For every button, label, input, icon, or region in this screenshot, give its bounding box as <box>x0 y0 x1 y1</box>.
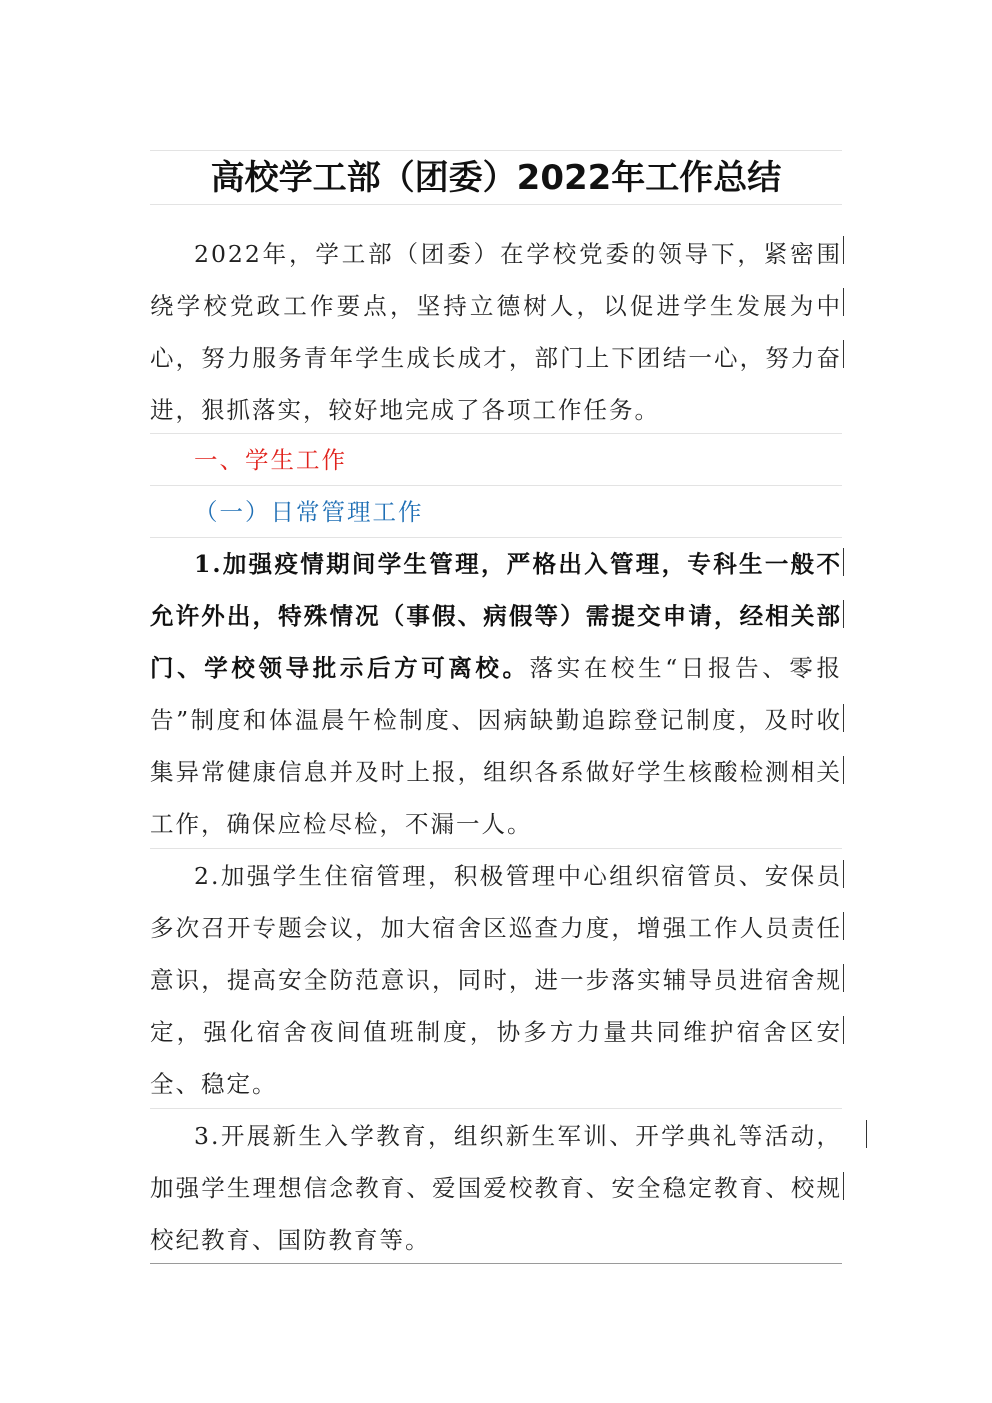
line-end-mark <box>843 1172 844 1200</box>
line-end-mark <box>843 600 844 628</box>
line-end-mark <box>843 860 844 888</box>
item-1-text: 落实在校生“日报告、零报告”制度和体温晨午检制度、因病缺勤追踪登记制度，及时收集异常健康信息并及时上报，组织各系做好学生核酸检测相关工作，确保应检尽检，不漏一人。 <box>150 654 842 838</box>
item-1-paragraph <box>150 538 842 850</box>
line-end-mark <box>843 548 844 576</box>
item-3-paragraph: 3.开展新生入学教育，组织新生军训、开学典礼等活动，加强学生理想信念教育、爱国爱校教育、安全稳定教育、校规校纪教育、国防教育等。 <box>150 1122 842 1254</box>
line-end-mark <box>843 912 844 940</box>
line-end-mark <box>866 1120 867 1148</box>
line-end-mark <box>843 756 844 784</box>
item-1-bold-lead: 1.加强疫情期间学生管理，严格出入管理，专科生一般不允许外出，特殊情况（事假、病假等）需提交申请，经相关部门、学校领导批示后方可离校。 <box>150 550 842 682</box>
intro-paragraph: 2022年，学工部（团委）在学校党委的领导下，紧密围绕学校党政工作要点，坚持立德树人，以促进学生发展为中心，努力服务青年学生成长成才，部门上下团结一心，努力奋进，狠抓落实，较好地完成了各项工作任务。 <box>150 240 842 424</box>
section-heading: 一、学生工作 <box>194 446 347 474</box>
item-2-paragraph: 2.加强学生住宿管理，积极管理中心组织宿管员、安保员多次召开专题会议，加大宿舍区巡查力度，增强工作人员责任意识，提高安全防范意识，同时，进一步落实辅导员进宿舍规定，强化宿舍夜间值班制度，协多方力量共同维护宿舍区安全、稳定。 <box>150 862 842 1098</box>
subsection-heading: （一）日常管理工作 <box>194 498 424 526</box>
line-end-mark <box>843 704 844 732</box>
line-end-mark <box>843 340 844 368</box>
line-end-mark <box>843 236 844 264</box>
line-end-mark <box>843 964 844 992</box>
line-end-mark <box>843 288 844 316</box>
document-title: 高校学工部（团委）2022年工作总结 <box>210 158 782 198</box>
line-end-mark <box>843 1016 844 1044</box>
